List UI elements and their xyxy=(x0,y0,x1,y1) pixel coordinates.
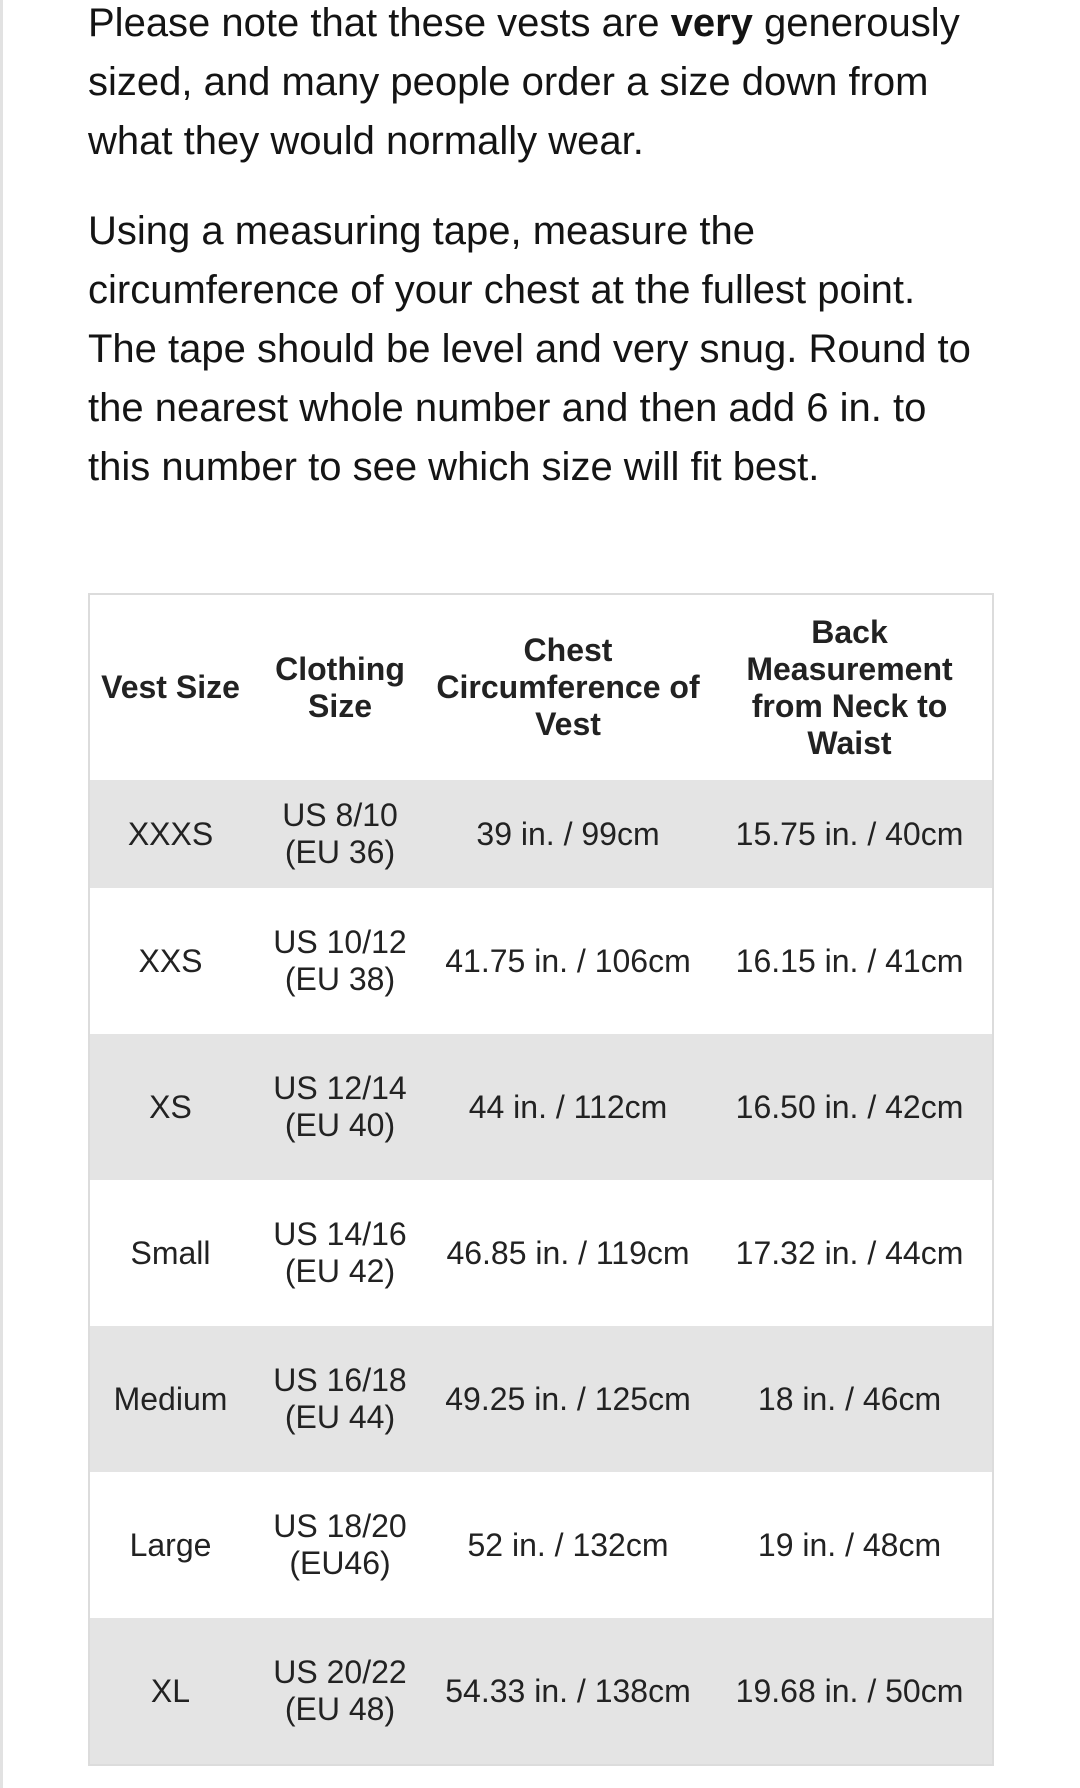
chest-circumference-cell: 46.85 in. / 119cm xyxy=(446,1234,690,1271)
size-chart-table xyxy=(88,593,994,1766)
table-row xyxy=(89,1034,993,1180)
back-measurement-cell: 19 in. / 48cm xyxy=(757,1526,942,1563)
clothing-size-cell: US 16/18 (EU 44) xyxy=(273,1362,407,1435)
page-left-border xyxy=(0,0,3,1788)
sizing-note-emphasis: very xyxy=(670,1,753,45)
size-guide-intro xyxy=(88,0,993,497)
back-measurement-cell: 19.68 in. / 50cm xyxy=(735,1672,964,1709)
vest-size-cell: XL xyxy=(150,1672,191,1709)
chest-circumference-cell: 49.25 in. / 125cm xyxy=(445,1380,691,1417)
chest-circumference-cell: 41.75 in. / 106cm xyxy=(445,942,691,979)
vest-size-cell: XXS xyxy=(138,942,203,979)
clothing-size-cell: US 14/16 (EU 42) xyxy=(273,1216,407,1289)
chest-circumference-cell: 44 in. / 112cm xyxy=(468,1088,668,1125)
chest-circumference-cell: 39 in. / 99cm xyxy=(476,815,660,852)
clothing-size-cell: US 10/12 (EU 38) xyxy=(273,924,407,997)
chest-circumference-cell: 54.33 in. / 138cm xyxy=(445,1672,691,1709)
header-chest-circumference: Chest Circumference of Vest xyxy=(429,594,707,780)
measuring-instructions-paragraph: Using a measuring tape, measure the circumference of your chest at the fullest point. The tape should be level and very snug. Round to the nearest whole number and then add 6 in. to this number to see which size will fit best. xyxy=(88,209,971,489)
sizing-note-text-start: Please note that these vests are xyxy=(88,1,671,45)
table-row xyxy=(89,780,993,888)
back-measurement-cell: 17.32 in. / 44cm xyxy=(735,1234,964,1271)
sizing-note-paragraph xyxy=(88,0,993,171)
clothing-size-cell: US 8/10 (EU 36) xyxy=(282,797,398,870)
back-measurement-cell: 15.75 in. / 40cm xyxy=(735,815,964,852)
sizing-note-text-end: generously sized, and many people order a size down from what they would normally wear. xyxy=(88,1,960,163)
back-measurement-cell: 16.15 in. / 41cm xyxy=(735,942,964,979)
size-chart-header-row xyxy=(89,594,993,780)
vest-size-cell: Large xyxy=(129,1526,212,1563)
table-row xyxy=(89,888,993,1034)
header-vest-size: Vest Size xyxy=(89,594,251,780)
vest-size-cell: XXXS xyxy=(127,815,214,852)
clothing-size-cell: US 18/20 (EU46) xyxy=(273,1508,407,1581)
clothing-size-cell: US 12/14 (EU 40) xyxy=(273,1070,407,1143)
vest-size-cell: Medium xyxy=(113,1380,228,1417)
vest-size-cell: Small xyxy=(130,1234,211,1271)
back-measurement-cell: 18 in. / 46cm xyxy=(757,1380,942,1417)
clothing-size-cell: US 20/22 (EU 48) xyxy=(273,1654,407,1727)
back-measurement-cell: 16.50 in. / 42cm xyxy=(735,1088,964,1125)
table-row xyxy=(89,1618,993,1765)
vest-size-cell: XS xyxy=(149,1088,192,1125)
header-back-measurement: Back Measurement from Neck to Waist xyxy=(707,594,993,780)
table-row xyxy=(89,1326,993,1472)
chest-circumference-cell: 52 in. / 132cm xyxy=(467,1526,669,1563)
table-row xyxy=(89,1472,993,1618)
header-clothing-size: Clothing Size xyxy=(251,594,429,780)
table-row xyxy=(89,1180,993,1326)
